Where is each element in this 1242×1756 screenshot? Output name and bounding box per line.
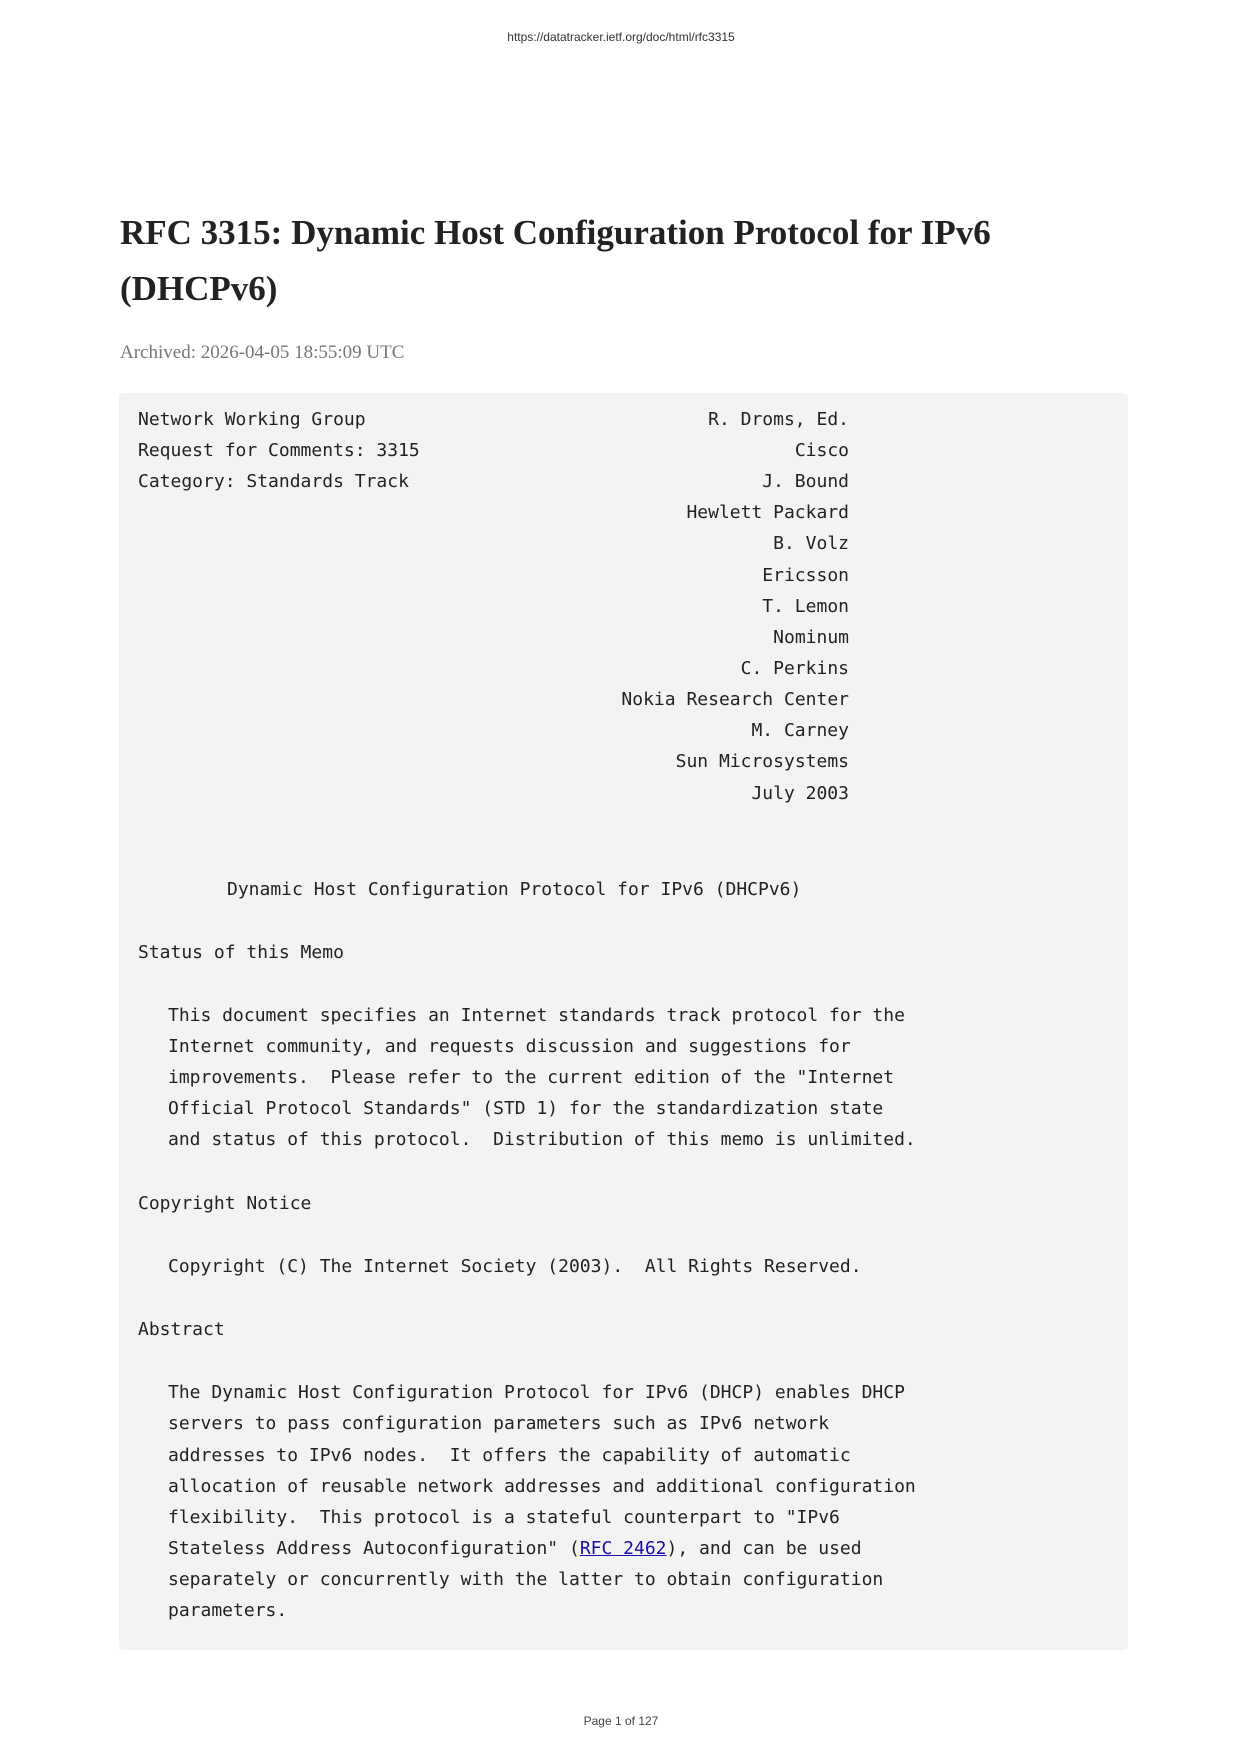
abstract-text-line: parameters. <box>168 1600 288 1621</box>
abstract-text-line: separately or concurrently with the latter to obtain configuration <box>168 1569 884 1590</box>
status-text-line: and status of this protocol. Distribution of this memo is unlimited. <box>168 1129 916 1150</box>
author-line: Cisco <box>794 440 849 461</box>
status-text-line: Internet community, and requests discussion and suggestions for <box>168 1036 851 1057</box>
header-category: Category: Standards Track <box>138 471 409 492</box>
abstract-text-line: allocation of reusable network addresses and additional configuration <box>168 1476 916 1497</box>
rfc-2462-link[interactable]: RFC 2462 <box>579 1538 667 1559</box>
status-text-line: This document specifies an Internet standards track protocol for the <box>168 1005 905 1026</box>
abstract-heading: Abstract <box>138 1319 225 1340</box>
author-line: Ericsson <box>762 565 849 586</box>
abstract-text-line: addresses to IPv6 nodes. It offers the capability of automatic <box>168 1445 851 1466</box>
author-line: Nokia Research Center <box>621 689 849 710</box>
author-line: C. Perkins <box>740 658 849 679</box>
date-line: July 2003 <box>751 783 849 804</box>
author-line: T. Lemon <box>762 596 849 617</box>
abstract-text-line <box>168 1537 862 1561</box>
header-working-group: Network Working Group <box>138 409 366 430</box>
abstract-text-line: flexibility. This protocol is a stateful counterpart to "IPv6 <box>168 1507 840 1528</box>
author-line: M. Carney <box>751 720 849 741</box>
status-heading: Status of this Memo <box>138 942 344 963</box>
status-text-line: improvements. Please refer to the current edition of the "Internet <box>168 1067 895 1088</box>
status-text-line: Official Protocol Standards" (STD 1) for the standardization state <box>168 1098 884 1119</box>
abstract-text-segment: ), and can be used <box>666 1538 862 1559</box>
header-rfc-number: Request for Comments: 3315 <box>138 440 420 461</box>
copyright-text: Copyright (C) The Internet Society (2003). All Rights Reserved. <box>168 1256 862 1277</box>
page-number-footer: Page 1 of 127 <box>583 1714 659 1728</box>
author-line: R. Droms, Ed. <box>708 409 849 430</box>
author-line: J. Bound <box>762 471 849 492</box>
page-title: RFC 3315: Dynamic Host Configuration Protocol for IPv6 (DHCPv6) <box>120 213 991 308</box>
archived-timestamp: Archived: 2026-04-05 18:55:09 UTC <box>120 342 405 363</box>
abstract-text-line: The Dynamic Host Configuration Protocol for IPv6 (DHCP) enables DHCP <box>168 1382 905 1403</box>
author-list <box>449 408 849 808</box>
author-line: Nominum <box>773 627 849 648</box>
author-line: Hewlett Packard <box>686 502 849 523</box>
abstract-text-line: servers to pass configuration parameters such as IPv6 network <box>168 1413 830 1434</box>
author-line: B. Volz <box>773 533 849 554</box>
copyright-heading: Copyright Notice <box>138 1193 312 1214</box>
document-title: Dynamic Host Configuration Protocol for IPv6 (DHCPv6) <box>227 879 802 900</box>
abstract-text-segment: Stateless Address Autoconfiguration" ( <box>168 1538 580 1559</box>
page-url-header: https://datatracker.ietf.org/doc/html/rfc3315 <box>507 30 735 44</box>
author-line: Sun Microsystems <box>675 751 849 772</box>
